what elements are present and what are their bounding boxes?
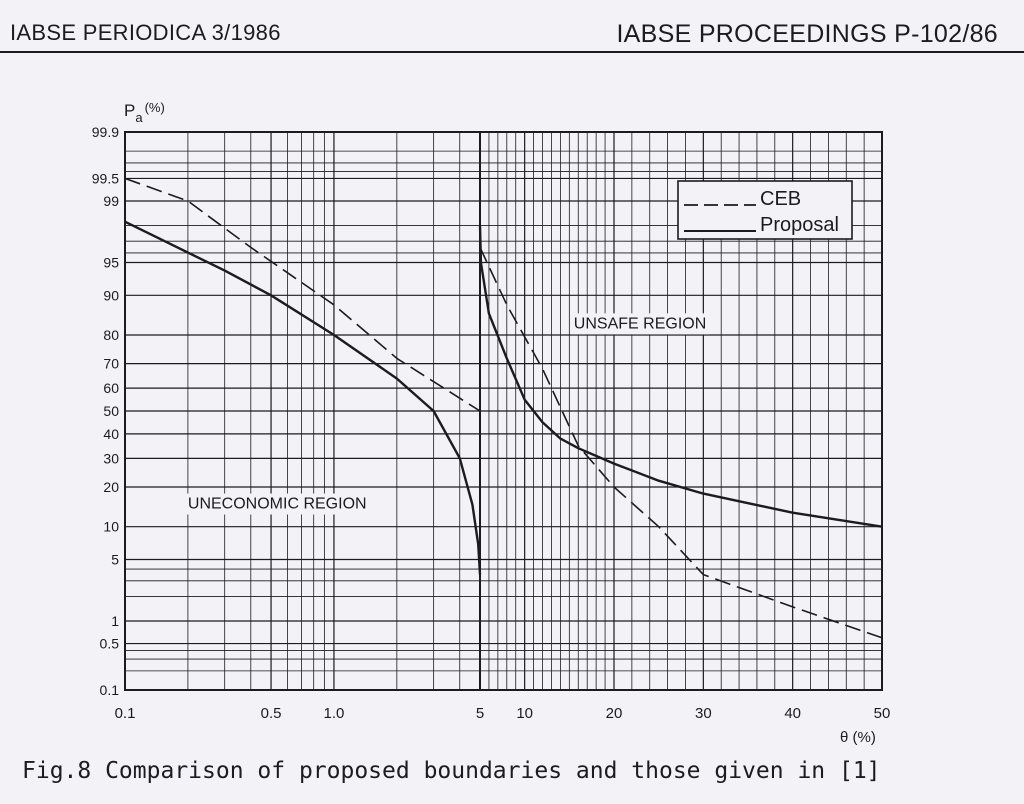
x-tick-label: 1.0 [323,705,345,722]
header-left: IABSE PERIODICA 3/1986 [10,20,281,45]
series-proposal-segment-2 [480,226,882,527]
y-tick-label: 20 [103,478,119,495]
y-tick-label: 40 [103,425,119,442]
x-tick-labels [115,705,891,722]
y-tick-label: 95 [103,254,119,271]
x-tick-label: 0.1 [114,705,136,722]
y-tick-label: 80 [103,327,119,344]
region-label: UNECONOMIC REGION [187,495,367,513]
x-tick-label: 30 [694,705,712,722]
y-tick-label: 1 [111,613,119,630]
header-right: IABSE PROCEEDINGS P-102/86 [616,20,998,48]
y-tick-label: 99.5 [91,170,119,187]
y-tick-label: 60 [103,380,119,397]
x-tick-label: 50 [873,705,891,722]
x-tick-label: 20 [605,705,623,722]
series-ceb-segment-2 [480,247,882,637]
y-tick-label: 70 [103,355,119,372]
x-tick-label: 10 [516,705,534,722]
y-tick-label: 50 [103,403,119,419]
y-tick-label: 10 [103,518,119,535]
legend [678,181,852,239]
y-tick-label: 99 [103,192,119,209]
y-tick-labels [92,124,119,698]
y-tick-label: 30 [103,450,119,467]
figure-caption: Fig.8 Comparison of proposed boundaries and those given in [1] [22,758,881,784]
y-axis-label: $P_a^{(\%)}$ [124,100,165,125]
y-tick-label: 0.1 [99,682,119,698]
legend-label-ceb: CEB [760,188,802,210]
x-tick-label: 0.5 [260,705,282,722]
series-proposal-segment-1 [125,222,480,575]
x-tick-label: 5 [475,705,485,722]
y-tick-label: 90 [103,287,119,304]
legend-label-proposal: Proposal [760,214,839,236]
region-label: UNSAFE REGION [573,315,707,333]
y-tick-label: 0.5 [99,635,119,652]
y-tick-label: 5 [111,551,119,568]
x-axis-label: θ (%) [840,729,876,746]
y-tick-label: 99.9 [91,124,119,140]
annotations-layer [185,313,709,514]
x-tick-label: 40 [784,705,802,722]
